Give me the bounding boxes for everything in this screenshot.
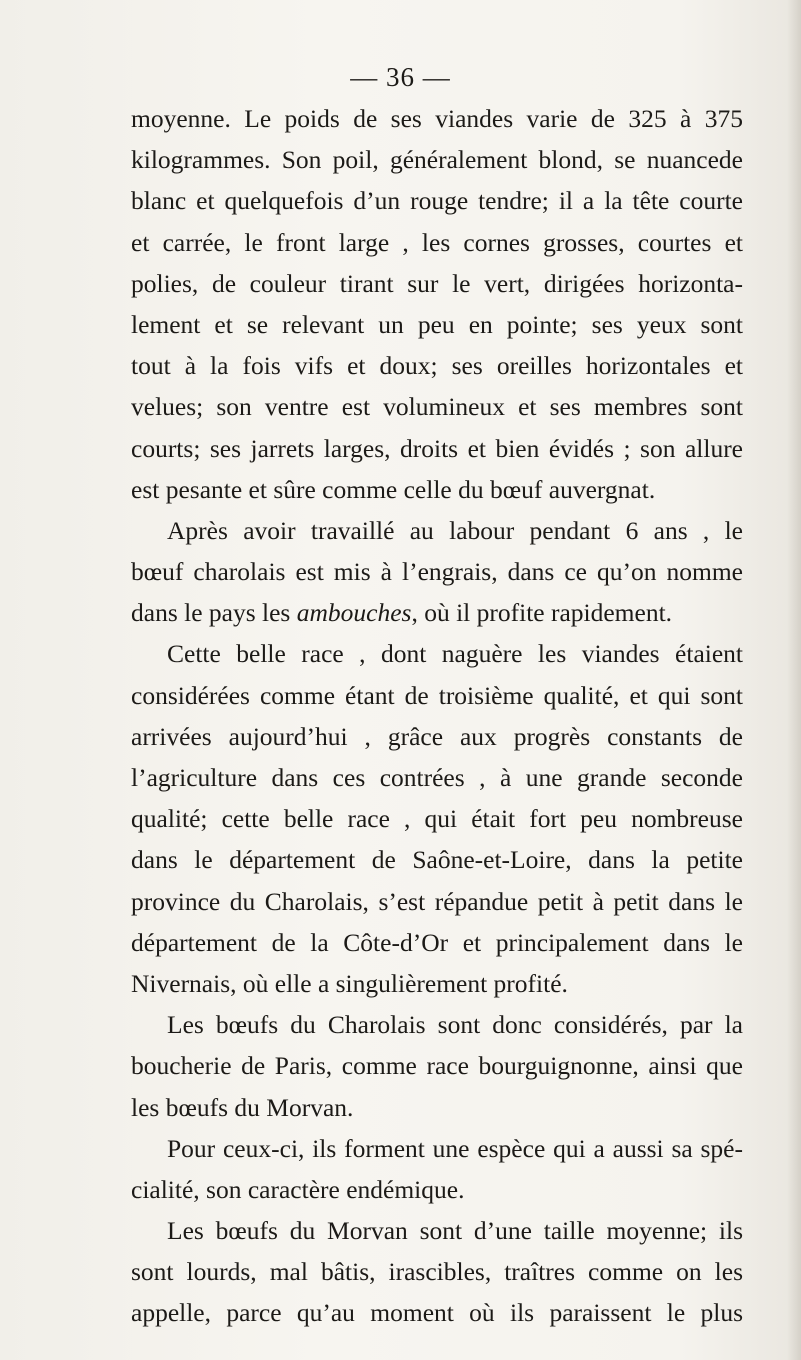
text-line: appelle, parce qu’au moment où ils paraissent le plus	[131, 1298, 743, 1328]
text-line: courts; ses jarrets larges, droits et bien évidés ; son allure	[131, 433, 743, 463]
text-line: Après avoir travaillé au labour pendant 6 ans , le	[167, 515, 743, 545]
text-line: Cette belle race , dont naguère les viandes étaient	[167, 639, 743, 669]
text-line: moyenne. Le poids de ses viandes varie de 325 à 375	[131, 104, 743, 133]
text-line: polies, de couleur tirant sur le vert, dirigées horizonta-	[131, 268, 743, 298]
text-line: Les bœufs du Morvan sont d’une taille moyenne; ils	[167, 1216, 743, 1246]
body-text	[131, 98, 743, 1334]
page-number: — 36 —	[350, 62, 451, 92]
text-line: tout à la fois vifs et doux; ses oreilles horizontales et	[131, 351, 743, 381]
italic-term: ambouches	[296, 598, 412, 628]
text-line: l’agriculture dans ces contrées , à une grande seconde	[131, 763, 743, 792]
text-line: les bœufs du Morvan.	[131, 1092, 354, 1122]
text-line: cialité, son caractère endémique.	[131, 1174, 465, 1204]
text-line: blanc et quelquefois d’un rouge tendre; il a la tête courte	[131, 186, 743, 216]
text-line: Nivernais, où elle a singulièrement profité.	[131, 968, 568, 998]
text-line: Les bœufs du Charolais sont donc considérés, par la	[167, 1010, 743, 1040]
text-line: qualité; cette belle race , qui était fort peu nombreuse	[131, 804, 743, 834]
text-line: est pesante et sûre comme celle du bœuf auvergnat.	[131, 474, 656, 504]
text-line: bœuf charolais est mis à l’engrais, dans ce qu’on nomme	[131, 557, 743, 587]
text-line: velues; son ventre est volumineux et ses membres sont	[131, 392, 743, 422]
text-span: dans le pays les	[131, 598, 297, 628]
text-line: boucherie de Paris, comme race bourguignonne, ainsi que	[131, 1051, 743, 1081]
text-span: , où il profite rapidement.	[411, 598, 673, 628]
text-line: arrivées aujourd’hui , grâce aux progrès constants de	[131, 721, 743, 751]
text-line: lement et se relevant un peu en pointe; ses yeux sont	[131, 309, 743, 339]
text-line: sont lourds, mal bâtis, irascibles, traîtres comme on les	[131, 1257, 743, 1287]
page-edge-shadow	[787, 0, 801, 1360]
text-line: kilogrammes. Son poil, généralement blond, se nuancede	[131, 145, 743, 175]
text-line	[131, 592, 743, 633]
text-line: dans le département de Saône-et-Loire, dans la petite	[131, 845, 743, 875]
text-line: province du Charolais, s’est répandue petit à petit dans le	[131, 886, 743, 916]
text-line: département de la Côte-d’Or et principalement dans le	[131, 927, 743, 957]
text-line: et carrée, le front large , les cornes grosses, courtes et	[131, 227, 743, 257]
text-line: Pour ceux-ci, ils forment une espèce qui a aussi sa spé-	[167, 1133, 743, 1163]
text-line: considérées comme étant de troisième qualité, et qui sont	[131, 680, 743, 710]
